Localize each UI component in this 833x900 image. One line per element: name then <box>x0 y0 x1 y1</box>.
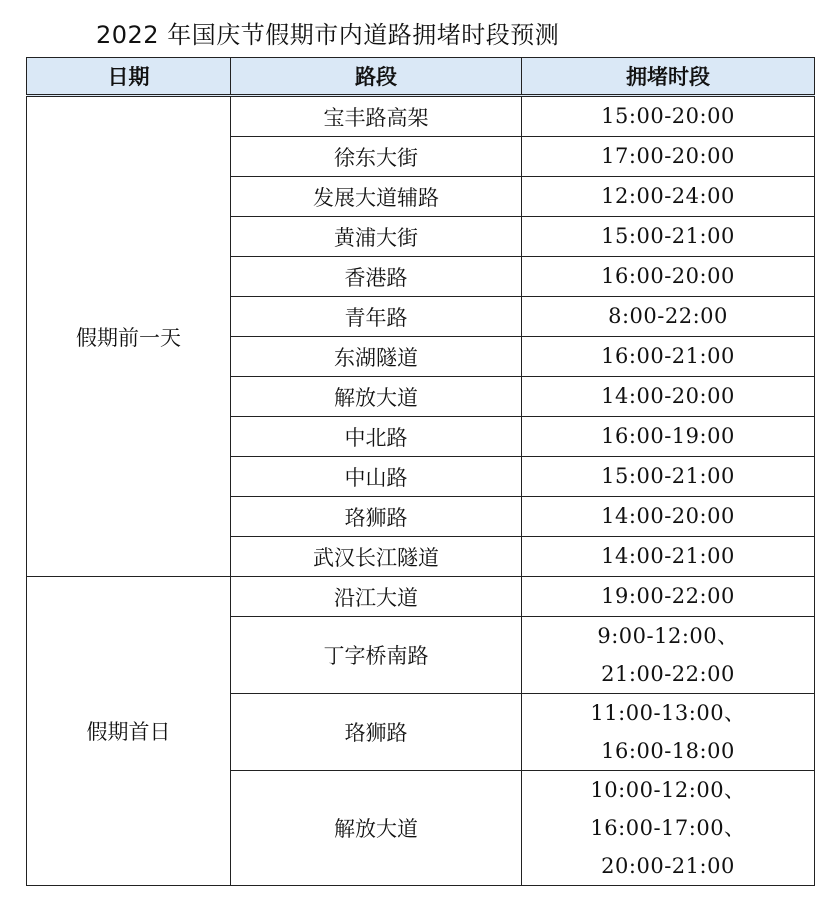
period-line: 16:00-17:00、 <box>590 816 746 840</box>
period-line: 21:00-22:00 <box>601 662 735 686</box>
period-cell: 12:00-24:00 <box>522 177 815 217</box>
road-cell: 解放大道 <box>231 771 522 886</box>
table-row <box>27 96 815 137</box>
header-date: 日期 <box>27 58 231 96</box>
road-cell: 珞狮路 <box>231 497 522 537</box>
header-road: 路段 <box>231 58 522 96</box>
period-cell: 19:00-22:00 <box>522 577 815 617</box>
road-cell: 青年路 <box>231 297 522 337</box>
period-cell <box>522 617 815 694</box>
road-cell: 武汉长江隧道 <box>231 537 522 577</box>
road-cell: 中北路 <box>231 417 522 457</box>
date-cell: 假期前一天 <box>27 96 231 577</box>
period-cell: 14:00-20:00 <box>522 377 815 417</box>
table-body <box>27 96 815 886</box>
table-header-row <box>27 58 815 96</box>
period-line: 11:00-13:00、 <box>590 701 746 725</box>
period-line: 20:00-21:00 <box>601 854 735 878</box>
period-line: 16:00-18:00 <box>601 739 735 763</box>
road-cell: 发展大道辅路 <box>231 177 522 217</box>
period-cell <box>522 694 815 771</box>
period-cell: 16:00-19:00 <box>522 417 815 457</box>
road-cell: 沿江大道 <box>231 577 522 617</box>
road-cell: 宝丰路高架 <box>231 96 522 137</box>
header-period: 拥堵时段 <box>522 58 815 96</box>
period-line: 9:00-12:00、 <box>597 624 739 648</box>
road-cell: 解放大道 <box>231 377 522 417</box>
period-cell: 15:00-21:00 <box>522 217 815 257</box>
road-cell: 徐东大街 <box>231 137 522 177</box>
period-cell <box>522 771 815 886</box>
table-row <box>27 577 815 617</box>
period-cell: 14:00-20:00 <box>522 497 815 537</box>
period-cell: 15:00-21:00 <box>522 457 815 497</box>
period-cell: 17:00-20:00 <box>522 137 815 177</box>
period-line: 10:00-12:00、 <box>590 778 746 802</box>
congestion-table <box>26 57 815 886</box>
road-cell: 黄浦大街 <box>231 217 522 257</box>
road-cell: 东湖隧道 <box>231 337 522 377</box>
period-cell: 16:00-20:00 <box>522 257 815 297</box>
period-cell: 16:00-21:00 <box>522 337 815 377</box>
date-cell: 假期首日 <box>27 577 231 886</box>
road-cell: 中山路 <box>231 457 522 497</box>
period-cell: 14:00-21:00 <box>522 537 815 577</box>
road-cell: 丁字桥南路 <box>231 617 522 694</box>
period-cell: 8:00-22:00 <box>522 297 815 337</box>
page-title: 2022 年国庆节假期市内道路拥堵时段预测 <box>96 21 560 49</box>
period-cell: 15:00-20:00 <box>522 96 815 137</box>
road-cell: 香港路 <box>231 257 522 297</box>
road-cell: 珞狮路 <box>231 694 522 771</box>
